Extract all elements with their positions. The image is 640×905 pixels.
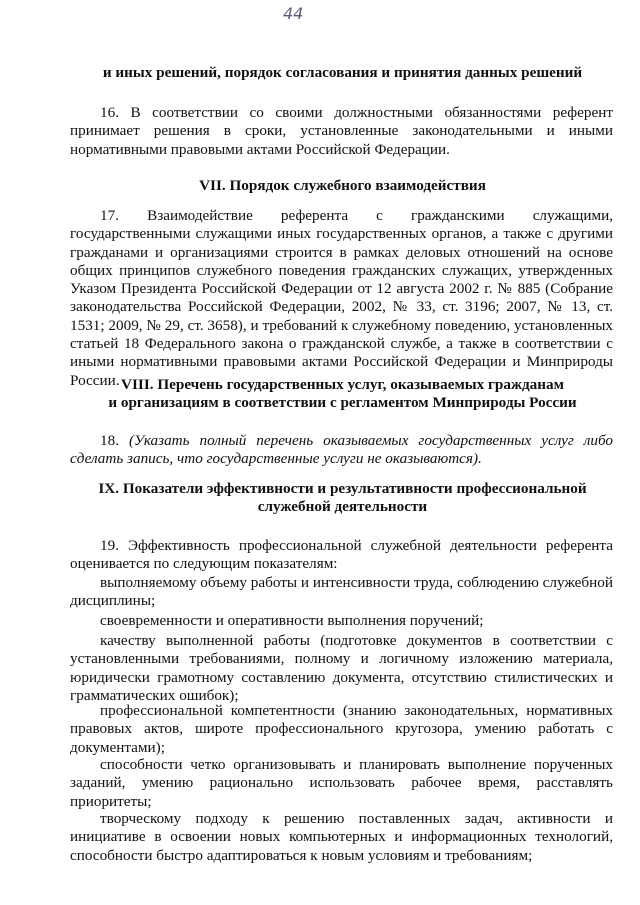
section-9-title-line-2: служебной деятельности [257,498,428,515]
paragraph-19-intro: 19. Эффективность профессиональной служебной деятельности референта оценивается по следующим показателям: [70,537,613,573]
paragraph-19-item-6: творческому подходу к решению поставленных задач, активности и инициативе в освоении новых компьютерных и информационных технологий, способности быстро адаптироваться к новым условиям и требованиям; [70,810,613,864]
section-8-title [70,376,615,412]
paragraph-19-item-1: выполняемому объему работы и интенсивности труда, соблюдению служебной дисциплины; [70,574,613,610]
section-8-title-line-2: и организациям в соответствии с регламентом Минприроды России [108,394,577,411]
paragraph-16: 16. В соответствии со своими должностными обязанностями референт принимает решения в сроки, установленные законодательными и иными нормативными правовыми актами Российской Федерации. [70,104,613,158]
paragraph-19-item-5: способности четко организовывать и планировать выполнение порученных заданий, умению рационально использовать рабочее время, расставлять приоритеты; [70,756,613,810]
paragraph-19-item-2: своевременности и оперативности выполнения поручений; [100,612,484,629]
section-9-title [70,480,615,516]
handwritten-page-number: 44 [283,4,304,23]
paragraph-19-item-4: профессиональной компетентности (знанию законодательных, нормативных правовых актов, широте профессионального кругозора, умению работать с документами); [70,702,613,756]
paragraph-18 [70,432,613,469]
section-7-title: VII. Порядок служебного взаимодействия [199,177,486,194]
paragraph-19-item-3: качеству выполненной работы (подготовке документов в соответствии с установленными требованиями, полному и логичному изложению материала, юридически грамотному составлению документа, отсутствию стилистических и грамматических ошибок); [70,632,613,704]
section-continuation-title: и иных решений, порядок согласования и принятия данных решений [102,64,583,81]
section-9-title-line-1: IX. Показатели эффективности и результативности профессиональной [98,480,587,497]
paragraph-18-number: 18. [100,432,119,449]
section-8-title-line-1: VIII. Перечень государственных услуг, оказываемых гражданам [121,376,564,393]
paragraph-18-text: (Указать полный перечень оказываемых государственных услуг либо сделать запись, что государственные услуги не оказываются). [70,432,613,468]
paragraph-17: 17. Взаимодействие референта с гражданскими служащими, государственными служащими иных государственных органов, а также с другими гражданами и организациями строится в рамках деловых отношений на основе общих принципов служебного поведения гражданских служащих, утвержденных Указом Президента Российской Федерации от 12 августа 2002 г. № 885 (Собрание законодательства Российской Федерации, 2002, № 33, ст. 3196; 2007, № 13, ст. 1531; 2009, № 29, ст. 3658), и требований к служебному поведению, установленных статьей 18 Федерального закона о гражданской службе, а также в соответствии с иными нормативными правовыми актами Российской Федерации и Минприроды России. [70,207,613,389]
